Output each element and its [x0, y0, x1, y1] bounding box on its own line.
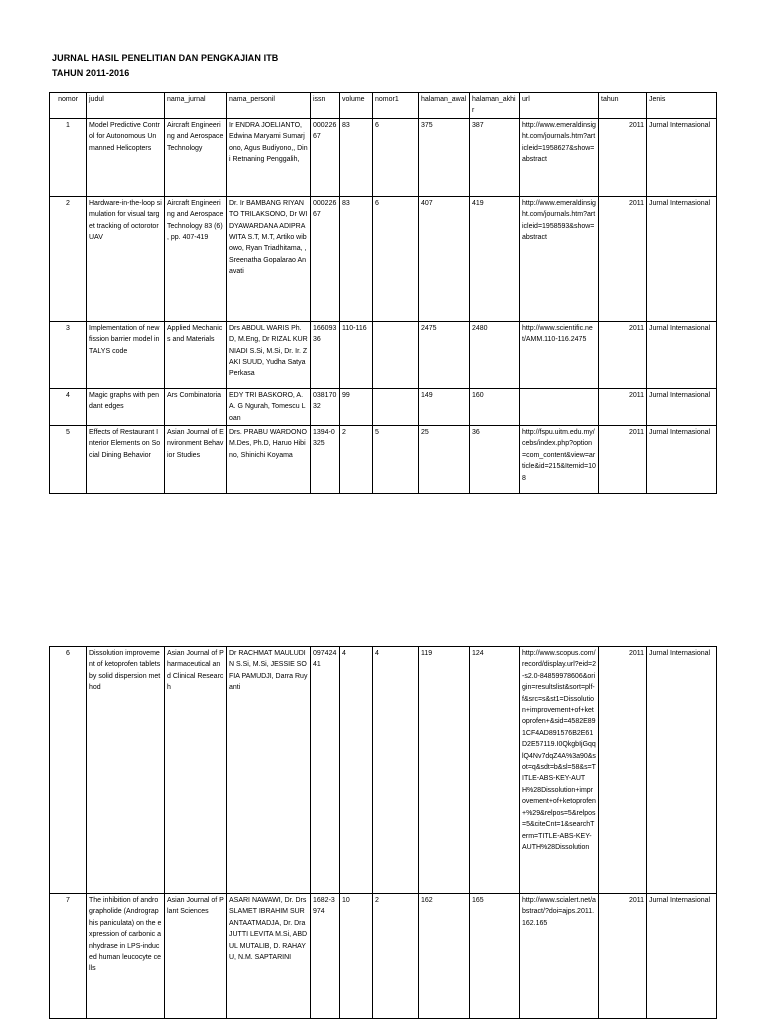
cell-nama-jurnal: Ars Combinatoria — [165, 388, 227, 425]
table-row — [50, 118, 717, 196]
cell-jenis: Jurnal Internasional — [647, 321, 717, 388]
column-header: halaman_awal — [419, 93, 470, 119]
cell-jenis: Jurnal Internasional — [647, 894, 717, 1019]
document-title: JURNAL HASIL PENELITIAN DAN PENGKAJIAN ITB — [52, 53, 279, 63]
cell-tahun: 2011 — [599, 388, 647, 425]
cell-url-link[interactable]: http://www.scialert.net/abstract/?doi=ajps.2011.162.165 — [520, 894, 599, 1019]
cell-nomor1: 6 — [373, 118, 419, 196]
cell-url-link[interactable]: http://www.scientific.net/AMM.110-116.2475 — [520, 321, 599, 388]
cell-jenis: Jurnal Internasional — [647, 388, 717, 425]
cell-nomor1 — [373, 321, 419, 388]
document-subtitle: TAHUN 2011-2016 — [52, 68, 130, 78]
table-row — [50, 647, 717, 894]
column-header: nama_jurnal — [165, 93, 227, 119]
cell-nama-personil: EDY TRI BASKORO, A. A. G Ngurah, Tomescu Loan — [227, 388, 311, 425]
cell-url-link[interactable]: http://www.emeraldinsight.com/journals.htm?articleid=1958627&show=abstract — [520, 118, 599, 196]
cell-nomor1: 5 — [373, 426, 419, 494]
cell-halaman-akhir: 165 — [470, 894, 520, 1019]
cell-nomor: 7 — [50, 894, 87, 1019]
cell-issn: 1394-0325 — [311, 426, 340, 494]
journal-table-continued — [49, 646, 717, 1019]
cell-nama-personil: Drs ABDUL WARIS Ph.D, M.Eng, Dr RIZAL KURNIADI S.Si, M.Si, Dr. Ir. ZAKI SUUD, Yudha Satya Perkasa — [227, 321, 311, 388]
cell-url-link[interactable]: http://www.emeraldinsight.com/journals.htm?articleid=1958593&show=abstract — [520, 196, 599, 321]
cell-halaman-akhir: 419 — [470, 196, 520, 321]
cell-volume: 4 — [340, 647, 373, 894]
cell-judul: The inhibition of andrographolide (Andrographis paniculata) on the expression of carbonic anhydrase in LPS-induced human leucocyte cells — [87, 894, 165, 1019]
cell-issn: 00022667 — [311, 118, 340, 196]
cell-halaman-akhir: 160 — [470, 388, 520, 425]
table-header-row — [50, 93, 717, 119]
cell-volume: 10 — [340, 894, 373, 1019]
cell-nama-personil: ASARI NAWAWI, Dr. Drs SLAMET IBRAHIM SURANTAATMADJA, Dr. Dra JUTTI LEVITA M.Si, ABDUL MUTALIB, D. RAHAYU, N.M. SAPTARINI — [227, 894, 311, 1019]
cell-judul: Hardware-in-the-loop simulation for visual target tracking of octorotor UAV — [87, 196, 165, 321]
cell-nama-jurnal: Asian Journal of Environment Behavior Studies — [165, 426, 227, 494]
cell-judul: Implementation of new fission barrier model in TALYS code — [87, 321, 165, 388]
cell-url-link[interactable] — [520, 388, 599, 425]
cell-halaman-awal: 119 — [419, 647, 470, 894]
table-row — [50, 894, 717, 1019]
cell-nama-personil: Ir ENDRA JOELIANTO, Edwina Maryami Sumarjono, Agus Budiyono,, Dini Retnaning Penggalih, — [227, 118, 311, 196]
column-header: volume — [340, 93, 373, 119]
cell-tahun: 2011 — [599, 894, 647, 1019]
cell-tahun: 2011 — [599, 426, 647, 494]
cell-volume: 83 — [340, 118, 373, 196]
cell-issn: 03817032 — [311, 388, 340, 425]
column-header: url — [520, 93, 599, 119]
cell-issn: 00022667 — [311, 196, 340, 321]
cell-tahun: 2011 — [599, 647, 647, 894]
cell-nama-jurnal: Asian Journal of Plant Sciences — [165, 894, 227, 1019]
cell-nama-personil: Dr RACHMAT MAULUDIN S.Si, M.Si, JESSIE SOFIA PAMUDJI, Darra Ruyanti — [227, 647, 311, 894]
column-header: tahun — [599, 93, 647, 119]
column-header: nomor1 — [373, 93, 419, 119]
column-header: issn — [311, 93, 340, 119]
cell-tahun: 2011 — [599, 196, 647, 321]
cell-nomor: 1 — [50, 118, 87, 196]
cell-nomor1 — [373, 388, 419, 425]
cell-nama-jurnal: Aircraft Engineering and Aerospace Technology — [165, 118, 227, 196]
cell-jenis: Jurnal Internasional — [647, 647, 717, 894]
cell-judul: Model Predictive Control for Autonomous Unmanned Helicopters — [87, 118, 165, 196]
cell-judul: Effects of Restaurant Interior Elements on Social Dining Behavior — [87, 426, 165, 494]
cell-nomor: 5 — [50, 426, 87, 494]
cell-nama-personil: Drs. PRABU WARDONO M.Des, Ph.D, Haruo Hibino, Shinichi Koyama — [227, 426, 311, 494]
cell-nomor1: 6 — [373, 196, 419, 321]
cell-halaman-awal: 25 — [419, 426, 470, 494]
cell-nomor: 2 — [50, 196, 87, 321]
cell-nama-jurnal: Aircraft Engineering and Aerospace Technology 83 (6) , pp. 407-419 — [165, 196, 227, 321]
cell-halaman-awal: 149 — [419, 388, 470, 425]
cell-volume: 2 — [340, 426, 373, 494]
table-row — [50, 196, 717, 321]
cell-nomor: 3 — [50, 321, 87, 388]
column-header: nomor — [50, 93, 87, 119]
cell-volume: 110-116 — [340, 321, 373, 388]
cell-halaman-akhir: 36 — [470, 426, 520, 494]
column-header: Jenis — [647, 93, 717, 119]
cell-nomor1: 4 — [373, 647, 419, 894]
cell-halaman-akhir: 387 — [470, 118, 520, 196]
cell-nomor: 6 — [50, 647, 87, 894]
cell-nomor1: 2 — [373, 894, 419, 1019]
cell-issn: 16609336 — [311, 321, 340, 388]
column-header: judul — [87, 93, 165, 119]
column-header: halaman_akhir — [470, 93, 520, 119]
cell-nama-jurnal: Applied Mechanics and Materials — [165, 321, 227, 388]
cell-url-link[interactable] — [520, 647, 599, 894]
cell-halaman-akhir: 124 — [470, 647, 520, 894]
cell-halaman-akhir: 2480 — [470, 321, 520, 388]
cell-halaman-awal: 375 — [419, 118, 470, 196]
cell-nama-jurnal: Asian Journal of Pharmaceutical and Clinical Research — [165, 647, 227, 894]
url-text[interactable]: http://www.scopus.com/record/display.url?eid=2-s2.0-84859978606&origin=resultslist&sort=plf-f&src=s&st1=Dissolution+improvement+of+ketoprofen+&sid=4582E891CF4AD891576B2E61D2E57119.I0QkgbIjGqqlQ4Nv7dqZ4A%3a90&sot=q&sdt=b&sl=58&s=TITLE-ABS-KEY-AUTH%28Dissolution+improvement+of+ketoprofen+%29&relpos=5&relpos=5&citeCnt=1&searchTerm=TITLE-ABS-KEY-AUTH%28Dissolution — [522, 650, 596, 851]
table-row — [50, 321, 717, 388]
cell-issn: 09742441 — [311, 647, 340, 894]
cell-judul: Magic graphs with pendant edges — [87, 388, 165, 425]
cell-judul: Dissolution improvement of ketoprofen tablets by solid dispersion method — [87, 647, 165, 894]
cell-halaman-awal: 2475 — [419, 321, 470, 388]
cell-volume: 83 — [340, 196, 373, 321]
cell-jenis: Jurnal Internasional — [647, 196, 717, 321]
table-row — [50, 426, 717, 494]
cell-volume: 99 — [340, 388, 373, 425]
cell-tahun: 2011 — [599, 118, 647, 196]
cell-issn: 1682-3974 — [311, 894, 340, 1019]
cell-jenis: Jurnal Internasional — [647, 118, 717, 196]
cell-nomor: 4 — [50, 388, 87, 425]
cell-nama-personil: Dr. Ir BAMBANG RIYANTO TRILAKSONO, Dr WIDYAWARDANA ADIPRAWITA S.T, M.T, Artiko wibowo, Ryan Triadhitama, , Sreenatha Gopalarao Anavati — [227, 196, 311, 321]
cell-halaman-awal: 162 — [419, 894, 470, 1019]
cell-url-link[interactable]: http://fspu.uitm.edu.my/cebs/index.php?option=com_content&view=article&id=215&Itemid=108 — [520, 426, 599, 494]
cell-halaman-awal: 407 — [419, 196, 470, 321]
journal-table — [49, 92, 717, 494]
column-header: nama_personil — [227, 93, 311, 119]
cell-tahun: 2011 — [599, 321, 647, 388]
cell-jenis: Jurnal Internasional — [647, 426, 717, 494]
table-row — [50, 388, 717, 425]
